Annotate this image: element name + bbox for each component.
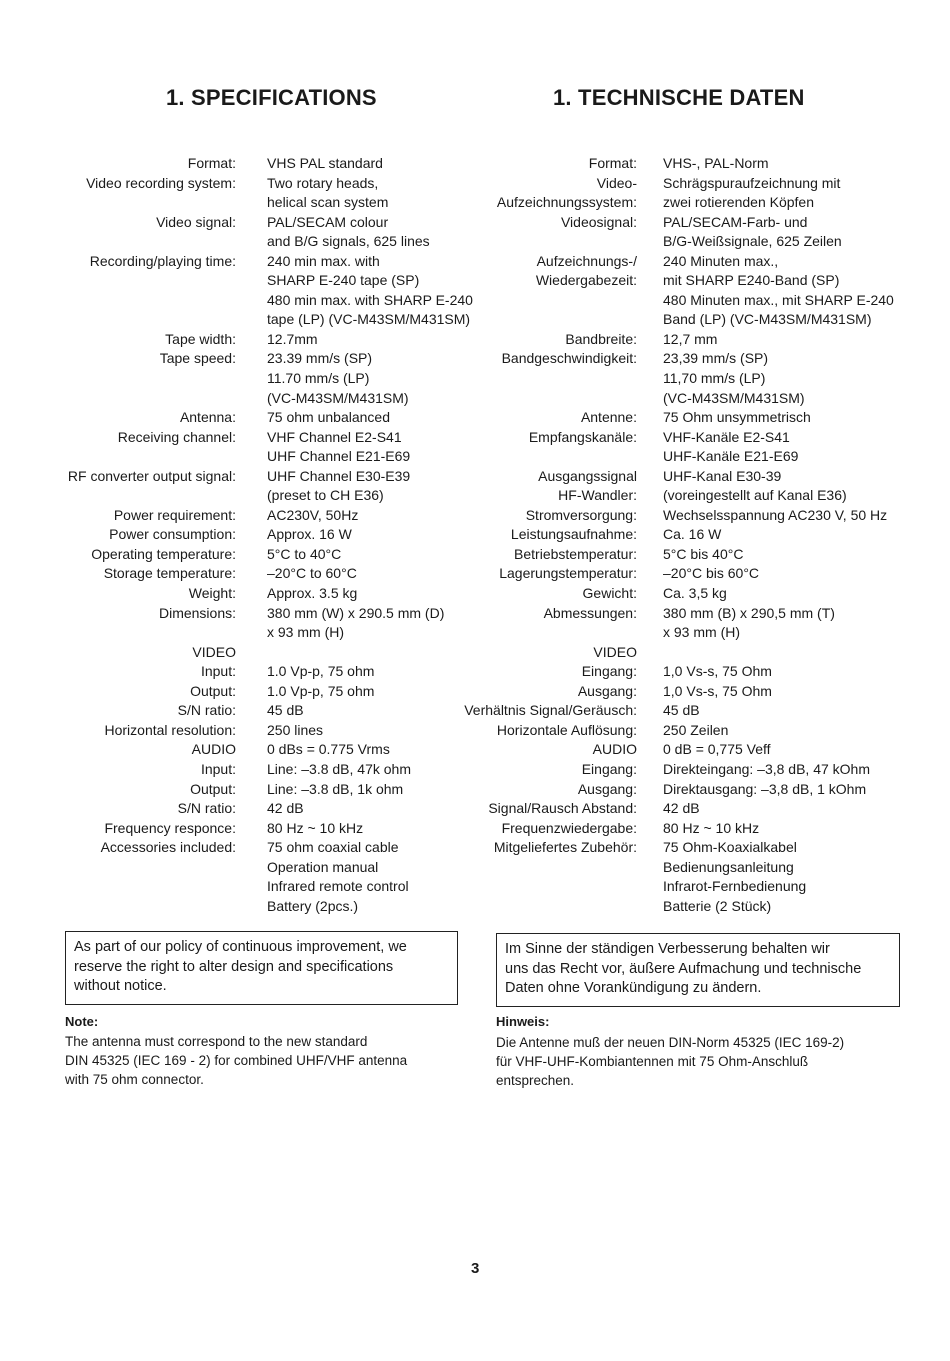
spec-row — [470, 428, 950, 448]
spec-label: Lagerungstemperatur: — [499, 565, 637, 582]
spec-value: 250 lines — [267, 721, 324, 738]
page-number: 3 — [471, 1260, 480, 1277]
notice-line: As part of our policy of continuous improvement, we — [74, 939, 407, 955]
spec-row — [470, 486, 950, 506]
spec-value: 23.39 mm/s (SP) — [267, 350, 373, 367]
spec-label: Gewicht: — [582, 585, 637, 602]
spec-value: 5°C bis 40°C — [663, 545, 744, 562]
spec-row — [0, 291, 475, 311]
spec-label: Bandgeschwindigkeit: — [501, 350, 637, 367]
spec-row — [0, 310, 475, 330]
spec-row — [470, 389, 950, 409]
spec-value: Ca. 3,5 kg — [663, 585, 727, 602]
note-line: DIN 45325 (IEC 169 - 2) for combined UHF/VHF antenna — [65, 1053, 408, 1068]
spec-row — [470, 877, 950, 897]
note-line: Die Antenne muß der neuen DIN-Norm 45325 (IEC 169-2) — [496, 1035, 845, 1050]
spec-value: UHF Channel E21-E69 — [267, 448, 411, 465]
spec-row — [464, 701, 950, 721]
technische-daten-title: 1. TECHNISCHE DATEN — [553, 85, 805, 110]
spec-value: Infrared remote control — [267, 878, 409, 895]
spec-label: Signal/Rausch Abstand: — [488, 800, 637, 817]
spec-value: 250 Zeilen — [663, 721, 729, 738]
spec-row — [0, 154, 475, 174]
spec-value: 75 Ohm-Koaxialkabel — [663, 839, 797, 856]
spec-row — [0, 858, 475, 878]
spec-row — [470, 819, 950, 839]
spec-row — [470, 780, 950, 800]
spec-value: 380 mm (W) x 290.5 mm (D) — [267, 604, 445, 621]
spec-value: VHF-Kanäle E2-S41 — [663, 428, 790, 445]
spec-value: VHF Channel E2-S41 — [267, 428, 402, 445]
spec-row — [470, 858, 950, 878]
spec-label: Video signal: — [156, 213, 236, 230]
spec-label: Video- — [596, 174, 637, 191]
spec-value: 11.70 mm/s (LP) — [267, 370, 370, 387]
specifications-table — [0, 154, 475, 916]
spec-value: 42 dB — [267, 800, 304, 817]
spec-row — [470, 369, 950, 389]
spec-row — [470, 799, 950, 819]
spec-row — [0, 193, 475, 213]
spec-value: UHF Channel E30-E39 — [267, 467, 411, 484]
spec-value: PAL/SECAM colour — [267, 213, 389, 230]
spec-value: UHF-Kanal E30-39 — [663, 467, 782, 484]
spec-row — [0, 564, 475, 584]
spec-label: Video recording system: — [86, 174, 236, 191]
spec-row — [0, 389, 475, 409]
spec-row — [0, 584, 475, 604]
spec-row — [470, 506, 950, 526]
spec-value: Infrarot-Fernbedienung — [663, 878, 807, 895]
spec-label: Frequency responce: — [104, 819, 236, 836]
spec-label: Verhältnis Signal/Geräusch: — [464, 702, 637, 719]
spec-row — [0, 780, 475, 800]
spec-value: (VC-M43SM/M431SM) — [663, 389, 805, 406]
spec-label: S/N ratio: — [177, 702, 236, 719]
spec-row — [0, 701, 475, 721]
spec-value: tape (LP) (VC-M43SM/M431SM) — [267, 311, 471, 328]
spec-label: Input: — [200, 760, 236, 777]
spec-value: 1,0 Vs-s, 75 Ohm — [663, 682, 772, 699]
spec-row — [0, 428, 475, 448]
spec-label: Format: — [187, 155, 236, 171]
spec-row — [0, 467, 475, 487]
spec-row — [470, 662, 950, 682]
spec-value: Two rotary heads, — [267, 174, 379, 191]
spec-row — [470, 623, 950, 643]
spec-value: Ca. 16 W — [663, 526, 722, 543]
spec-value: zwei rotierenden Köpfen — [663, 194, 814, 211]
spec-row — [470, 721, 950, 741]
spec-row — [0, 721, 475, 741]
spec-row — [0, 369, 475, 389]
spec-row — [0, 623, 475, 643]
note-line: entsprechen. — [496, 1073, 575, 1088]
spec-row — [470, 349, 950, 369]
spec-label: Output: — [190, 780, 236, 797]
spec-value: (preset to CH E36) — [267, 487, 384, 504]
spec-value: (voreingestellt auf Kanal E36) — [663, 487, 847, 504]
spec-label: Empfangskanäle: — [528, 428, 637, 445]
spec-label: Wiedergabezeit: — [535, 272, 637, 289]
spec-value: 45 dB — [267, 702, 304, 719]
spec-row — [470, 760, 950, 780]
spec-label: Receiving channel: — [117, 428, 236, 445]
spec-row — [470, 330, 950, 350]
spec-label: Ausgang: — [577, 682, 637, 699]
spec-row — [470, 232, 950, 252]
notice-line: uns das Recht vor, äußere Aufmachung und technische — [505, 960, 862, 977]
spec-row — [0, 447, 475, 467]
spec-label: Antenna: — [179, 409, 236, 426]
spec-row — [0, 330, 475, 350]
note-text — [65, 1032, 407, 1089]
spec-value: 1.0 Vp-p, 75 ohm — [267, 682, 375, 699]
spec-value: 5°C to 40°C — [267, 545, 342, 562]
specifications-title: 1. SPECIFICATIONS — [166, 85, 377, 110]
spec-value: 12.7mm — [267, 330, 318, 347]
improvement-notice-box — [65, 931, 458, 1005]
spec-label: Betriebstemperatur: — [514, 545, 637, 562]
spec-value: 11,70 mm/s (LP) — [663, 370, 766, 387]
spec-label: AUDIO — [191, 741, 236, 758]
note-line: The antenna must correspond to the new standard — [65, 1034, 368, 1049]
spec-value: SHARP E-240 tape (SP) — [267, 272, 420, 289]
spec-value: mit SHARP E240-Band (SP) — [663, 272, 840, 289]
note-line: für VHF-UHF-Kombiantennen mit 75 Ohm-Anschluß — [496, 1054, 809, 1069]
spec-label: Format: — [588, 155, 637, 171]
spec-value: –20°C to 60°C — [267, 565, 357, 582]
spec-row — [470, 525, 950, 545]
spec-value: 240 min max. with — [267, 252, 380, 269]
spec-row — [0, 252, 475, 272]
spec-row — [470, 545, 950, 565]
spec-row — [470, 154, 950, 174]
spec-value: Wechselsspannung AC230 V, 50 Hz — [663, 506, 888, 523]
note-heading: Note: — [65, 1014, 99, 1029]
notice-line: reserve the right to alter design and specifications — [74, 958, 394, 975]
spec-value: 75 ohm coaxial cable — [267, 839, 399, 856]
spec-label: AUDIO — [592, 741, 637, 758]
spec-value: 80 Hz ~ 10 kHz — [663, 819, 760, 836]
spec-value: Operation manual — [267, 858, 379, 875]
spec-row — [0, 525, 475, 545]
spec-value: Schrägspuraufzeichnung mit — [663, 174, 841, 191]
spec-value: Approx. 3.5 kg — [267, 585, 358, 602]
spec-row — [0, 506, 475, 526]
note-line: with 75 ohm connector. — [65, 1072, 204, 1087]
spec-value: 1,0 Vs-s, 75 Ohm — [663, 663, 772, 680]
notice-line: Daten ohne Vorankündigung zu ändern. — [505, 980, 762, 996]
spec-value: 75 Ohm unsymmetrisch — [663, 409, 811, 426]
spec-value: 480 Minuten max., mit SHARP E-240 — [663, 291, 894, 308]
spec-value: x 93 mm (H) — [267, 624, 344, 641]
spec-value: UHF-Kanäle E21-E69 — [663, 448, 799, 465]
spec-value: –20°C bis 60°C — [663, 565, 760, 582]
hinweis-heading: Hinweis: — [496, 1014, 550, 1029]
spec-value: VHS PAL standard — [267, 155, 383, 171]
spec-value: Approx. 16 W — [267, 526, 352, 543]
spec-value: AC230V, 50Hz — [267, 506, 359, 523]
spec-value: 12,7 mm — [663, 330, 718, 347]
spec-value: (VC-M43SM/M431SM) — [267, 389, 409, 406]
spec-value: 80 Hz ~ 10 kHz — [267, 819, 364, 836]
spec-label: Eingang: — [581, 663, 637, 680]
spec-row — [0, 545, 475, 565]
spec-label: S/N ratio: — [177, 800, 236, 817]
spec-label: Abmessungen: — [543, 604, 637, 621]
notice-line: without notice. — [74, 978, 167, 994]
spec-row — [0, 604, 475, 624]
spec-label: Accessories included: — [100, 839, 236, 856]
spec-label: Output: — [190, 682, 236, 699]
spec-label: Operating temperature: — [91, 545, 236, 562]
spec-row — [470, 682, 950, 702]
spec-row — [470, 467, 950, 487]
spec-label: Weight: — [188, 585, 236, 602]
spec-label: Stromversorgung: — [525, 506, 637, 523]
spec-row — [0, 174, 475, 194]
spec-label: Eingang: — [581, 760, 637, 777]
spec-label: Antenne: — [580, 409, 637, 426]
spec-label: Leistungsaufnahme: — [510, 526, 637, 543]
spec-label: Aufzeichnungs-/ — [536, 252, 637, 269]
spec-row — [0, 662, 475, 682]
hinweis-text — [496, 1033, 844, 1090]
spec-row — [0, 897, 475, 917]
spec-value: 0 dB = 0,775 Veff — [663, 741, 771, 758]
spec-row — [0, 486, 475, 506]
technische-daten-table — [464, 154, 950, 916]
spec-row — [470, 252, 950, 272]
spec-row — [0, 760, 475, 780]
spec-value: Line: –3.8 dB, 1k ohm — [267, 780, 404, 797]
spec-row — [470, 838, 950, 858]
spec-value: 45 dB — [663, 702, 700, 719]
spec-row — [470, 897, 950, 917]
spec-label: Horizontale Auflösung: — [496, 721, 637, 738]
spec-value: Batterie (2 Stück) — [663, 897, 772, 914]
spec-row — [470, 193, 950, 213]
spec-row — [470, 740, 950, 760]
spec-value: 23,39 mm/s (SP) — [663, 350, 769, 367]
spec-value: 480 min max. with SHARP E-240 — [267, 291, 473, 308]
spec-label: Mitgeliefertes Zubehör: — [493, 839, 637, 856]
spec-value: 75 ohm unbalanced — [267, 409, 390, 426]
spec-row — [470, 310, 950, 330]
spec-row — [0, 643, 475, 663]
spec-value: VHS-, PAL-Norm — [663, 155, 769, 171]
spec-label: Tape speed: — [159, 350, 236, 367]
spec-row — [0, 682, 475, 702]
spec-value: Band (LP) (VC-M43SM/M431SM) — [663, 311, 872, 328]
spec-label: VIDEO — [192, 643, 236, 660]
spec-row — [0, 877, 475, 897]
spec-value: Direkteingang: –3,8 dB, 47 kOhm — [663, 760, 871, 777]
spec-value: Direktausgang: –3,8 dB, 1 kOhm — [663, 780, 867, 797]
spec-row — [470, 643, 950, 663]
spec-value: Battery (2pcs.) — [267, 897, 359, 914]
notice-line: Im Sinne der ständigen Verbesserung behalten wir — [505, 941, 830, 957]
spec-value: B/G-Weißsignale, 625 Zeilen — [663, 233, 842, 250]
spec-row — [0, 838, 475, 858]
spec-value: x 93 mm (H) — [663, 624, 740, 641]
spec-label: Aufzeichnungssystem: — [496, 194, 637, 211]
spec-label: Frequenzwiedergabe: — [501, 819, 637, 836]
spec-row — [470, 213, 950, 233]
spec-label: Ausgangssignal — [538, 467, 637, 484]
spec-row — [0, 232, 475, 252]
spec-label: Storage temperature: — [103, 565, 236, 582]
spec-label: HF-Wandler: — [558, 487, 637, 504]
spec-value: PAL/SECAM-Farb- und — [663, 213, 808, 230]
spec-row — [470, 271, 950, 291]
spec-value: 240 Minuten max., — [663, 252, 779, 269]
spec-label: Ausgang: — [577, 780, 637, 797]
verbesserung-notice-box — [496, 933, 900, 1007]
spec-value: Line: –3.8 dB, 47k ohm — [267, 760, 411, 777]
spec-row — [0, 740, 475, 760]
spec-label: Tape width: — [165, 330, 236, 347]
spec-row — [0, 349, 475, 369]
spec-row — [0, 271, 475, 291]
spec-row — [470, 291, 950, 311]
spec-row — [0, 213, 475, 233]
spec-row — [470, 584, 950, 604]
spec-row — [470, 604, 950, 624]
spec-value: 380 mm (B) x 290,5 mm (T) — [663, 604, 835, 621]
spec-row — [0, 799, 475, 819]
spec-value: 0 dBs = 0.775 Vrms — [267, 741, 390, 758]
spec-label: VIDEO — [593, 643, 637, 660]
spec-label: Input: — [200, 663, 236, 680]
spec-label: Power consumption: — [109, 526, 236, 543]
spec-row — [470, 447, 950, 467]
spec-row — [470, 174, 950, 194]
spec-label: Power requirement: — [113, 506, 236, 523]
spec-label: Horizontal resolution: — [104, 721, 236, 738]
spec-value: helical scan system — [267, 194, 389, 211]
spec-value: 1.0 Vp-p, 75 ohm — [267, 663, 375, 680]
spec-value: 42 dB — [663, 800, 700, 817]
spec-row — [470, 408, 950, 428]
spec-row — [0, 819, 475, 839]
spec-row — [0, 408, 475, 428]
spec-label: RF converter output signal: — [67, 467, 236, 484]
spec-label: Recording/playing time: — [89, 252, 236, 269]
spec-label: Dimensions: — [158, 604, 236, 621]
spec-row — [470, 564, 950, 584]
spec-value: and B/G signals, 625 lines — [267, 233, 430, 250]
spec-value: Bedienungsanleitung — [663, 858, 794, 875]
spec-label: Bandbreite: — [565, 330, 637, 347]
spec-label: Videosignal: — [560, 213, 637, 230]
